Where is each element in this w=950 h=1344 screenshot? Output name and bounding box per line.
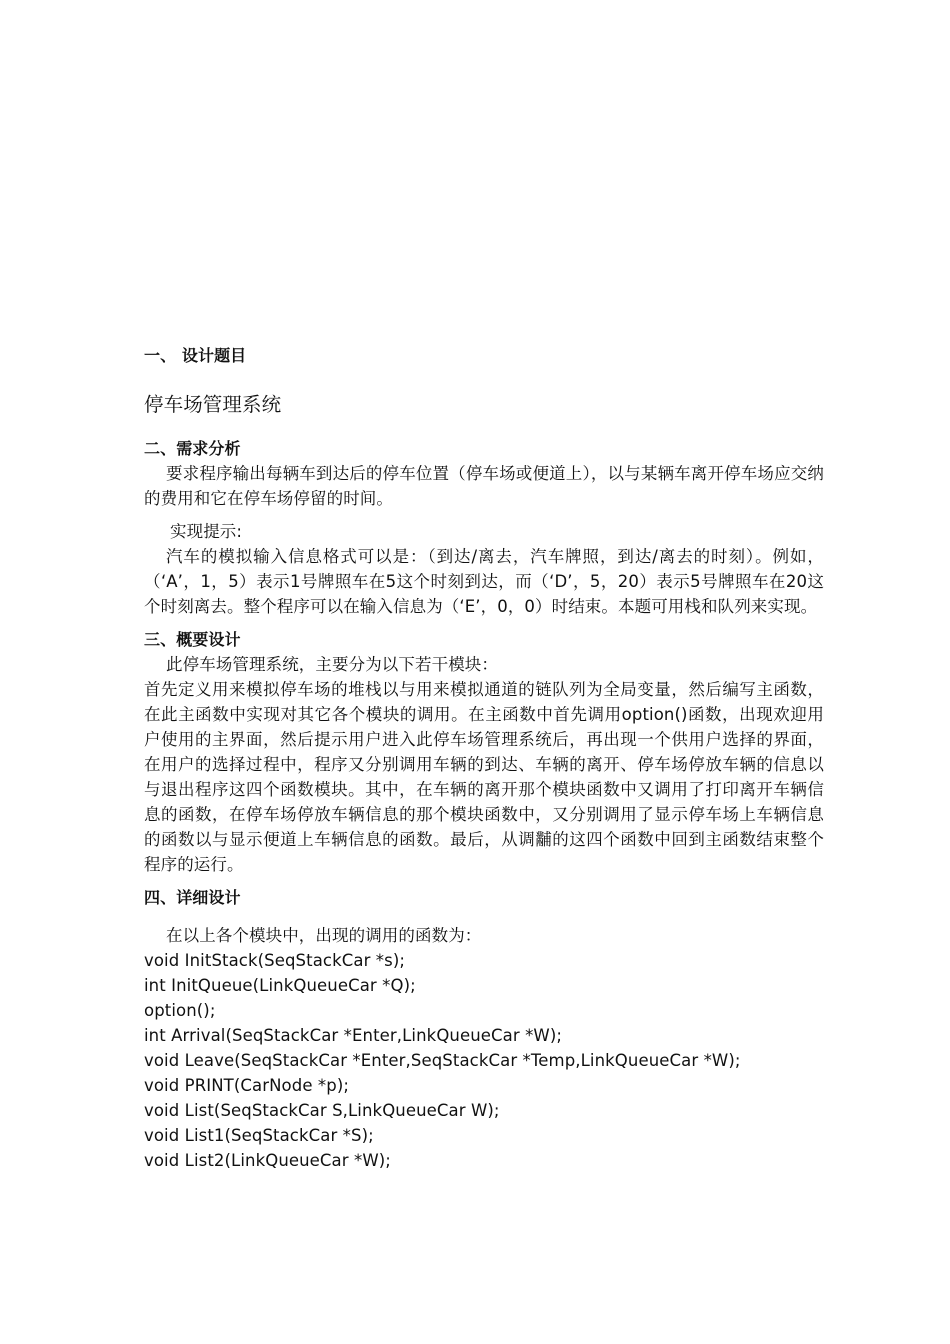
function-line: void List2(LinkQueueCar *W); [144, 1151, 391, 1170]
document-body [144, 343, 824, 1173]
requirements-paragraph: 要求程序输出每辆车到达后的停车位置（停车场或便道上），以与某辆车离开停车场应交纳的费用和它在停车场停留的时间。 [144, 464, 824, 508]
function-line: void List(SeqStackCar S,LinkQueueCar W); [144, 1101, 500, 1120]
section3-heading: 三、概要设计 [144, 630, 241, 649]
section2-heading: 二、需求分析 [144, 439, 241, 458]
function-line: void List1(SeqStackCar *S); [144, 1126, 374, 1145]
section4-heading: 四、详细设计 [144, 888, 241, 907]
hint-paragraph: 汽车的模拟输入信息格式可以是：（到达/离去，汽车牌照，到达/离去的时刻）。例如，（‘A’，1，5）表示1号牌照车在5这个时刻到达，而（‘D’，5，20）表示5号牌照车在20这个时刻离去。整个程序可以在输入信息为（‘E’，0，0）时结束。本题可用栈和队列来实现。 [144, 547, 824, 616]
function-line: int Arrival(SeqStackCar *Enter,LinkQueueCar *W); [144, 1026, 563, 1045]
function-line: void PRINT(CarNode *p); [144, 1076, 350, 1095]
hint-label: 实现提示: [170, 522, 243, 541]
section1-heading: 一、 设计题目 [144, 346, 247, 365]
design-topic: 停车场管理系统 [144, 393, 282, 416]
overview-paragraph: 首先定义用来模拟停车场的堆栈以与用来模拟通道的链队列为全局变量，然后编写主函数，在此主函数中实现对其它各个模块的调用。在主函数中首先调用option()函数，出现欢迎用户使用的主界面，然后提示用户进入此停车场管理系统后，再出现一个供用户选择的界面，在用户的选择过程中，程序又分别调用车辆的到达、车辆的离开、停车场停放车辆的信息以与退出程序这四个函数模块。其中，在车辆的离开那个模块函数中又调用了打印离开车辆信息的函数，在停车场停放车辆信息的那个模块函数中，又分别调用了显示停车场上车辆信息的函数以与显示便道上车辆信息的函数。最后，从调黼的这四个函数中回到主函数结束整个程序的运行。 [144, 680, 824, 874]
function-line: void InitStack(SeqStackCar *s); [144, 951, 406, 970]
function-line: option(); [144, 1001, 216, 1020]
overview-intro: 此停车场管理系统，主要分为以下若干模块： [166, 655, 498, 674]
detail-intro: 在以上各个模块中，出现的调用的函数为： [166, 926, 482, 945]
function-list [144, 948, 824, 1173]
function-line: int InitQueue(LinkQueueCar *Q); [144, 976, 416, 995]
function-line: void Leave(SeqStackCar *Enter,SeqStackCar *Temp,LinkQueueCar *W); [144, 1051, 741, 1070]
